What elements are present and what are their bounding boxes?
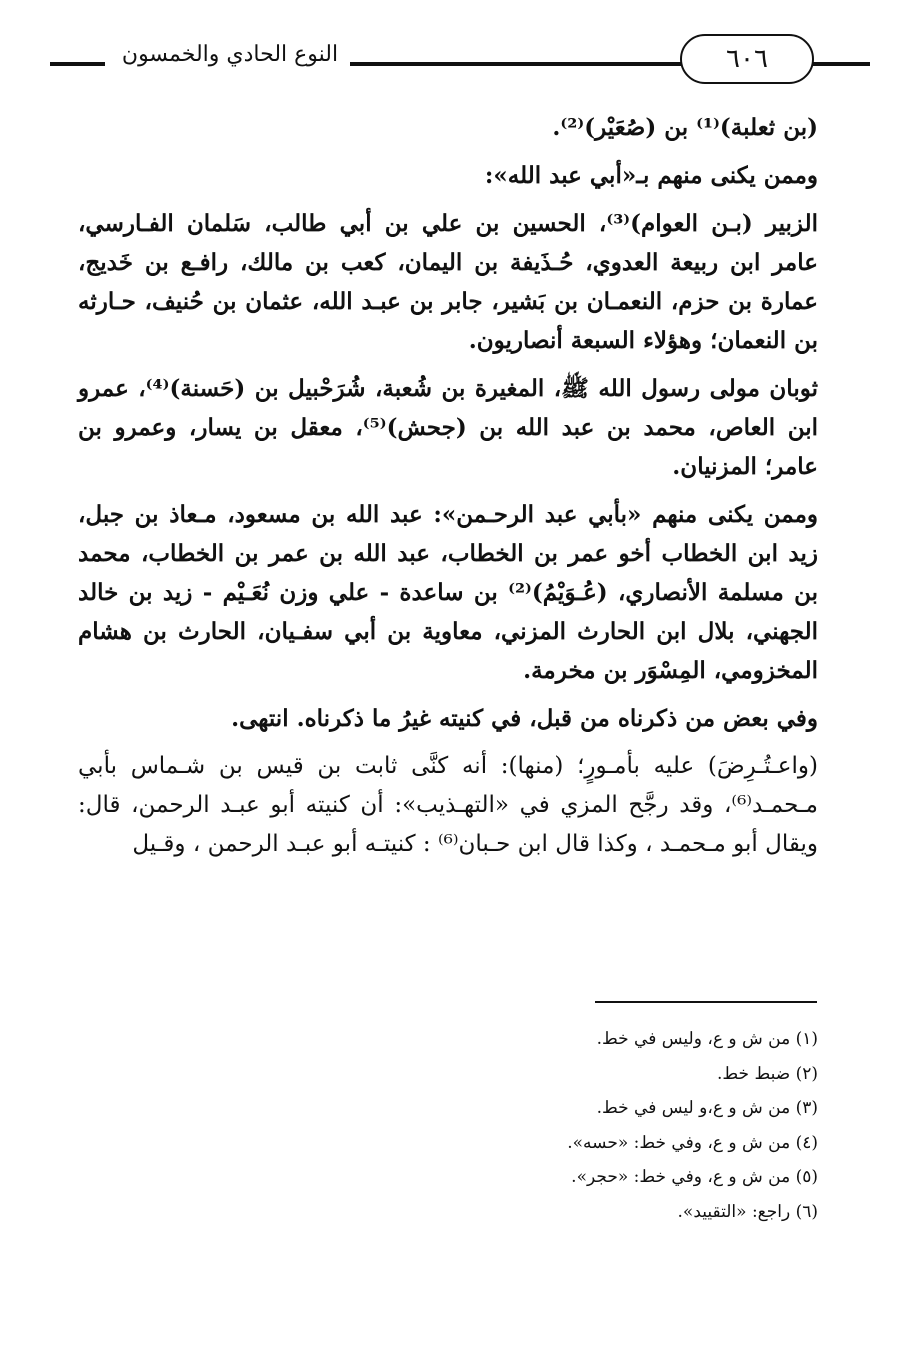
footnote: (٦) راجع: «التقييد». — [677, 1201, 818, 1222]
footnote: (٤) من ش و ع، وفي خط: «حسه». — [567, 1132, 818, 1153]
footnote: (٣) من ش و ع،و ليس في خط. — [596, 1098, 818, 1119]
footnote-separator — [595, 1001, 817, 1003]
paragraph: وممن يكنى منهم بـ«أبي عبد الله»: — [484, 162, 818, 189]
main-text — [78, 108, 818, 873]
footnote: (١) من ش و ع، وليس في خط. — [596, 1029, 818, 1049]
footnote: (٥) من ش و ع، وفي خط: «حجر». — [571, 1167, 818, 1188]
paragraph: الزبير (بـن العوام)⁽³⁾، الحسين بن علي بن أبي طالب، سَلمان الفـارسي، عامر ابن ربيعة العدوي، حُـذَيفة بن اليمان، كعب بن مالك، رافـع بن خَديج، عمارة بن حزم، النعمـان بن بَشير، جابر بن عبـد الله، عثمان بن حُنيف، حـارثه بن النعمان؛ وهؤلاء السبعة أنصاريون. — [78, 210, 819, 354]
paragraph: وفي بعض من ذكرناه من قبل، في كنيته غيرُ ما ذكرناه. انتهى. — [231, 705, 818, 732]
header-rule-middle — [350, 62, 435, 66]
footnote: (٢) ضبط خط. — [717, 1063, 818, 1084]
paragraph: ثوبان مولى رسول الله ﷺ، المغيرة بن شُعبة، شُرَحْبيل بن (حَسنة)⁽⁴⁾، عمرو ابن العاص، محمد بن عبد الله بن (جحش)⁽⁵⁾، معقل بن يسار، وعمرو بن عامر؛ المزنيان. — [78, 375, 818, 480]
footnotes — [78, 1022, 818, 1230]
running-title: النوع الحادي والخمسون — [110, 42, 350, 76]
page-header — [50, 28, 870, 88]
paragraph: (بن ثعلبة)⁽¹⁾ بن (صُعَيْر)⁽²⁾. — [552, 114, 818, 141]
page-number: ٦٠٦ — [680, 34, 814, 84]
paragraph: وممن يكنى منهم «بأبي عبد الرحـمن»: عبد الله بن مسعود، مـعاذ بن جبل، زيد ابن الخطاب أخو عمر بن الخطاب، عبد الله بن عمر بن الخطاب، محمد بن مسلمة الأنصاري، (عُـوَيْمُ)⁽²⁾ بن ساعدة - علي وزن نُعَـيْم - زيد بن خالد الجهني، بلال ابن الحارث المزني، معاوية بن أبي سفـيان، الحارث بن هشام المخزومي، المِسْوَر بن مخرمة. — [78, 501, 818, 684]
header-rule-left — [50, 62, 105, 66]
paragraph: (واعـتُـرِضَ) عليه بأمـورٍ؛ (منها): أنه كنَّى ثابت بن قيس بن شـماس بأبي مـحمـد⁽⁶⁾، وقد رجَّح المزي في «التهـذيب»: أن كنيته أبو عبـد الرحمن، قال: ويقال أبو مـحمـد ، وكذا قال ابن حـبان⁽⁶⁾ : كنيتـه أبو عبـد الرحمن ، وقـيل — [78, 753, 818, 857]
